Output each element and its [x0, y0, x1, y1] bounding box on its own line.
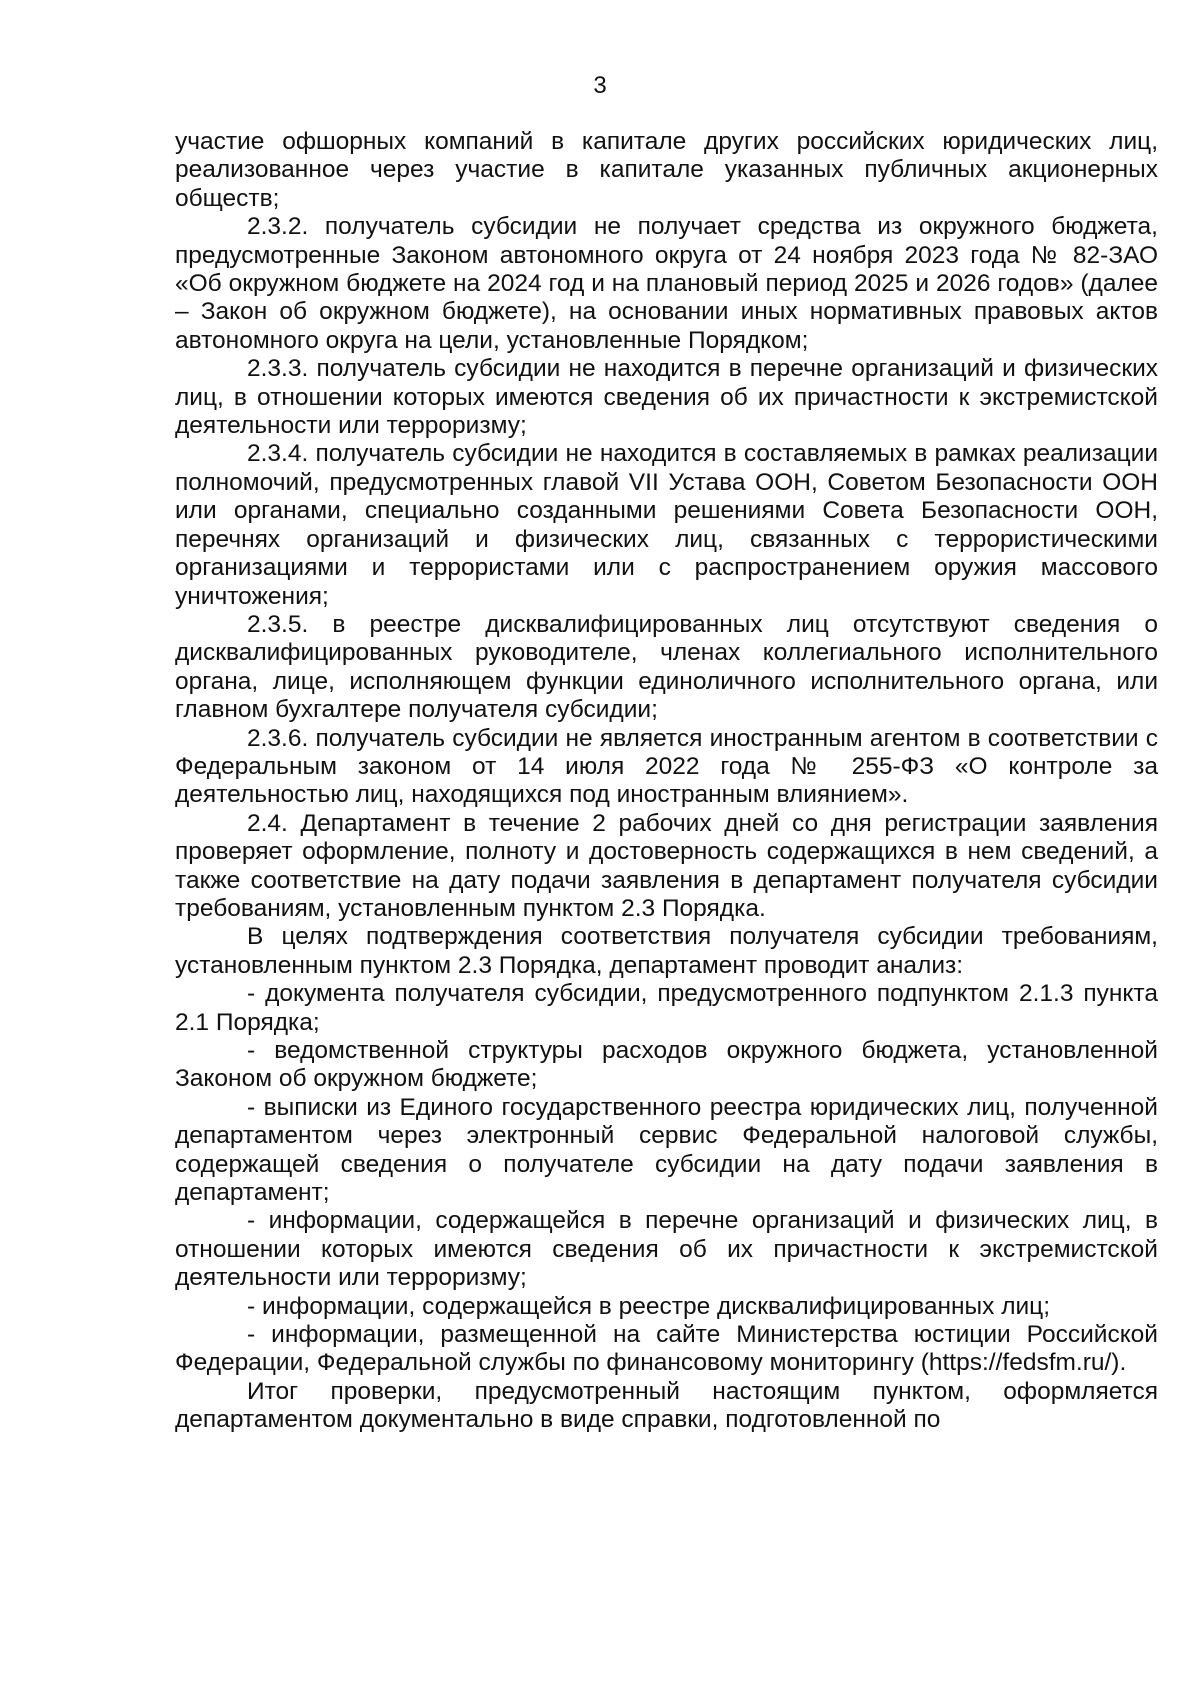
- paragraph-2-4: 2.4. Департамент в течение 2 рабочих дней со дня регистрации заявления проверяет оформление, полноту и достоверность содержащихся в нем сведений, а также соответствие на дату подачи заявления в департамент получателя субсидии требованиям, установленным пунктом 2.3 Порядка.: [175, 809, 1158, 922]
- page-number: 3: [593, 72, 607, 99]
- paragraph-2-3-6: 2.3.6. получатель субсидии не является иностранным агентом в соответствии с Федеральным законом от 14 июля 2022 года № 255-ФЗ «О контроле за деятельностью лиц, находящихся под иностранным влиянием».: [175, 724, 1158, 809]
- paragraph-2-3-4: 2.3.4. получатель субсидии не находится в составляемых в рамках реализации полномочий, предусмотренных главой VII Устава ООН, Советом Безопасности ООН или органами, специально созданными решениями Совета Безопасности ООН, перечнях организаций и физических лиц, связанных с террористическими организациями и террористами или с распространением оружия массового уничтожения;: [175, 440, 1158, 610]
- list-item: - документа получателя субсидии, предусмотренного подпунктом 2.1.3 пункта 2.1 Порядка;: [175, 980, 1158, 1036]
- list-item: - информации, содержащейся в перечне организаций и физических лиц, в отношении которых имеются сведения об их причастности к экстремистской деятельности или терроризму;: [175, 1207, 1158, 1292]
- document-body: [175, 128, 1158, 1435]
- paragraph-check-result: Итог проверки, предусмотренный настоящим пунктом, оформляется департаментом документально в виде справки, подготовленной по: [175, 1377, 1158, 1434]
- paragraph: участие офшорных компаний в капитале других российских юридических лиц, реализованное через участие в капитале указанных публичных акционерных обществ;: [175, 128, 1158, 212]
- list-item: - информации, содержащейся в реестре дисквалифицированных лиц;: [247, 1292, 1051, 1320]
- list-item: - ведомственной структуры расходов окружного бюджета, установленной Законом об окружном бюджете;: [175, 1037, 1158, 1093]
- paragraph-2-3-5: 2.3.5. в реестре дисквалифицированных лиц отсутствуют сведения о дисквалифицированных руководителе, членах коллегиального исполнительного органа, лице, исполняющем функции единоличного исполнительного органа, или главном бухгалтере получателя субсидии;: [175, 610, 1158, 724]
- paragraph-analysis-intro: В целях подтверждения соответствия получателя субсидии требованиям, установленным пунктом 2.3 Порядка, департамент проводит анализ:: [175, 923, 1158, 979]
- paragraph-2-3-2: 2.3.2. получатель субсидии не получает средства из окружного бюджета, предусмотренные Законом автономного округа от 24 ноября 2023 года № 82-ЗАО «Об окружном бюджете на 2024 год и на плановый период 2025 и 2026 годов» (далее – Закон об окружном бюджете), на основании иных нормативных правовых актов автономного округа на цели, установленные Порядком;: [175, 213, 1158, 354]
- list-item: - выписки из Единого государственного реестра юридических лиц, полученной департаментом через электронный сервис Федеральной налоговой службы, содержащей сведения о получателе субсидии на дату подачи заявления в департамент;: [175, 1093, 1158, 1207]
- paragraph-2-3-3: 2.3.3. получатель субсидии не находится в перечне организаций и физических лиц, в отношении которых имеются сведения об их причастности к экстремистской деятельности или терроризму;: [175, 355, 1158, 440]
- list-item: - информации, размещенной на сайте Министерства юстиции Российской Федерации, Федеральной службы по финансовому мониторингу (https://fedsfm.ru/).: [175, 1321, 1158, 1377]
